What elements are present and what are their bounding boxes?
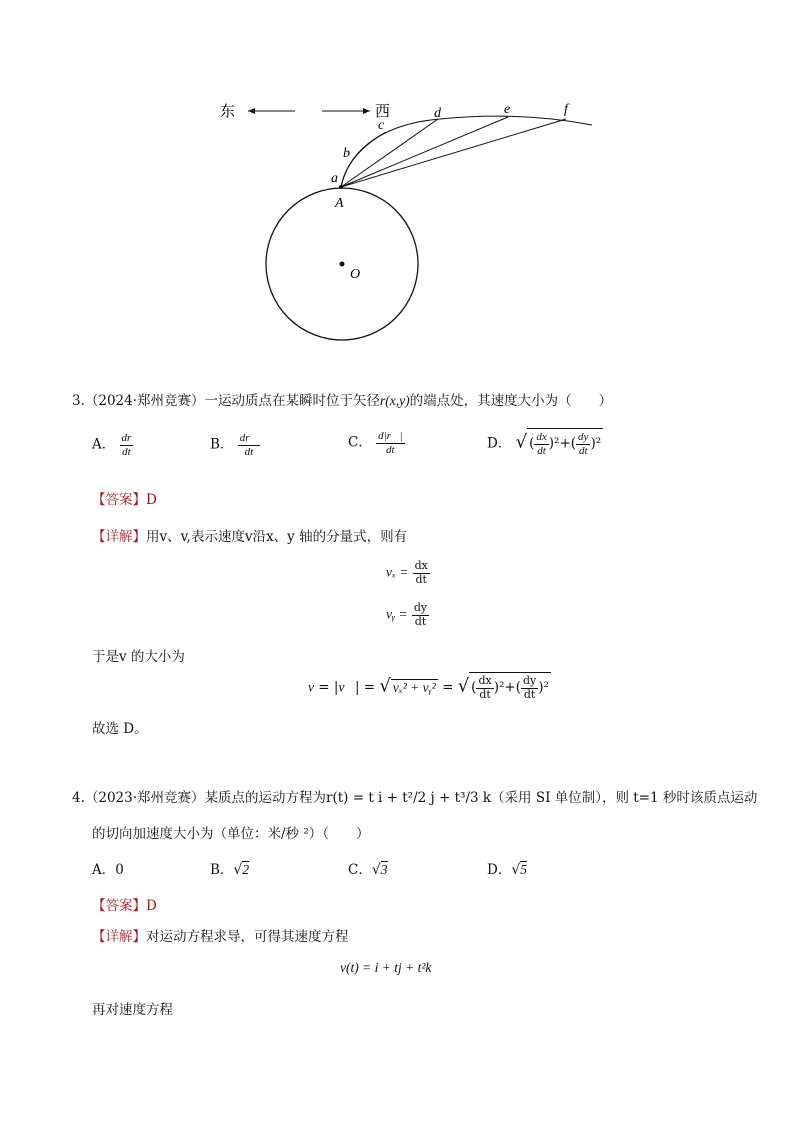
q4-option-b: B．√2 (210, 862, 250, 878)
label-A: A (335, 196, 344, 211)
q4-stem-line2: 的切向加速度大小为（单位：米/秒 ²）（ ） (92, 826, 370, 842)
label-b: b (343, 146, 350, 161)
q3-stem: 3.（2024·郑州竞赛）一运动质点在某瞬时位于矢径r(x,y)的端点处，其速度大小为（ ） (72, 393, 613, 409)
label-a: a (331, 171, 338, 186)
q4-answer: 【答案】D (92, 898, 157, 914)
chord-e (341, 117, 508, 187)
vx-equation: vₓ = $\frac{dx}{dt}$ (386, 559, 428, 586)
label-c: c (378, 118, 385, 133)
speed-magnitude-equation: v = |v⃗| = √ vₓ² + vᵧ² = √( $\frac{dx}{dt}$ )²+( $\frac{dy}{dt}$ )² (308, 674, 549, 701)
q3-detail: 【详解】用v、v,表示速度v沿x、y 轴的分量式，则有 (92, 529, 408, 545)
q4-stem-line1: 4.（2023·郑州竞赛）某质点的运动方程为r(t) = t i + t²/2 j + t³/3 k（采用 SI 单位制），则 t=1 秒时该质点运动 (72, 790, 758, 806)
velocity-equation: v(t) = i + tj + t²k (340, 960, 432, 975)
q4-next: 再对速度方程 (92, 1002, 173, 1018)
orbit-figure (200, 95, 600, 345)
q4-option-d: D．√5 (487, 862, 527, 878)
q3-option-d: D． √( $\frac{dx}{dt}$ )²+( $\frac{dy}{dt}$ )² (487, 428, 603, 457)
q4-option-c: C．√3 (348, 862, 388, 878)
q3-then: 于是v 的大小为 (92, 649, 185, 665)
east-label: 东 (220, 104, 236, 120)
label-O: O (350, 267, 361, 282)
label-e: e (504, 102, 511, 117)
point-a-dot (339, 185, 343, 189)
west-label: 西 (375, 104, 391, 120)
q4-detail: 【详解】对运动方程求导，可得其速度方程 (92, 929, 349, 945)
q3-answer: 【答案】D (92, 492, 157, 508)
q3-conclusion: 故选 D。 (92, 721, 148, 737)
chord-d (341, 119, 438, 187)
chord-f (341, 119, 566, 187)
center-dot (340, 262, 345, 267)
q3-option-b: B． $\frac{dr⃗}{dt}$ (210, 432, 259, 458)
vy-equation: vᵧ = $\frac{dy}{dt}$ (386, 601, 428, 628)
q4-option-a: A．0 (92, 862, 124, 878)
label-d: d (434, 106, 441, 121)
q3-option-a: A． $\frac{dr}{dt}$ (92, 432, 132, 458)
q3-option-c: C． $\frac{d|r⃗|}{dt}$ (348, 430, 403, 456)
label-f: f (564, 102, 568, 117)
